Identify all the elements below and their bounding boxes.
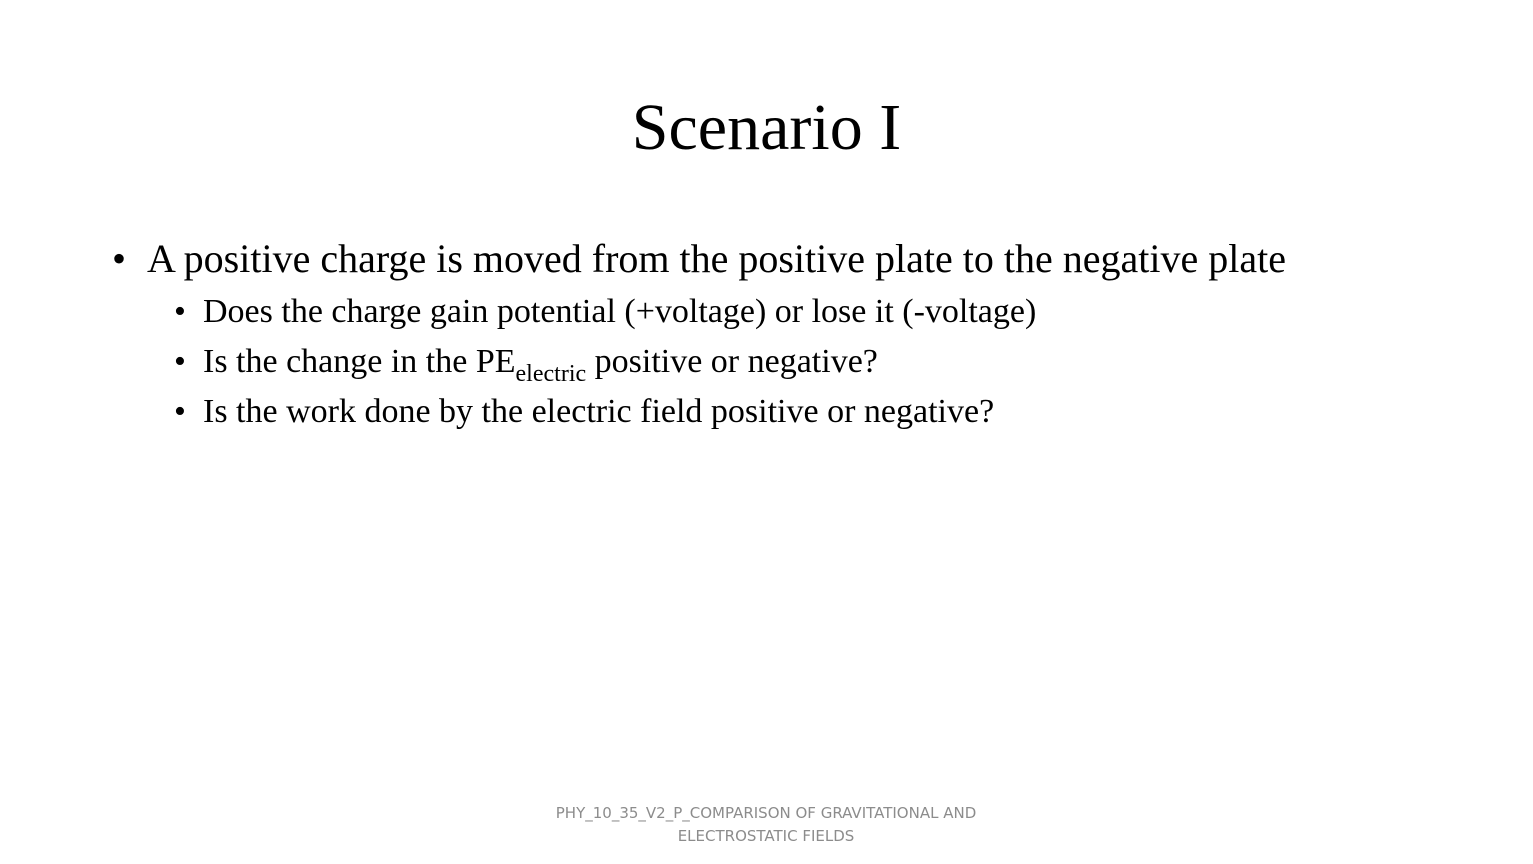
- bullet-icon: •: [174, 393, 186, 430]
- sub-bullet-point: [112, 392, 1412, 432]
- sub-bullet-list: [112, 292, 1412, 432]
- bullet-icon: •: [174, 343, 186, 380]
- main-bullet-point: [112, 236, 1412, 282]
- subscript-electric: electric: [515, 361, 587, 387]
- sub-point-text-before: Is the change in the PE: [203, 343, 516, 380]
- bullet-icon: •: [174, 293, 186, 330]
- footer-line: ELECTROSTATIC FIELDS: [677, 827, 855, 845]
- slide-content: [112, 236, 1412, 442]
- main-point-text: A positive charge is moved from the positive plate to the negative plate: [147, 236, 1286, 281]
- sub-bullet-point: [112, 292, 1412, 332]
- sub-point-text: Does the charge gain potential (+voltage) or lose it (-voltage): [203, 293, 1037, 330]
- bullet-icon: •: [112, 236, 127, 281]
- slide-footer: [466, 802, 1066, 848]
- footer-line: PHY_10_35_V2_P_COMPARISON OF GRAVITATIONAL AND: [555, 804, 977, 822]
- sub-bullet-point: [112, 342, 1412, 387]
- sub-point-text: Is the work done by the electric field positive or negative?: [203, 393, 995, 430]
- sub-point-text-after: positive or negative?: [586, 343, 878, 380]
- slide-title: Scenario I: [631, 91, 902, 164]
